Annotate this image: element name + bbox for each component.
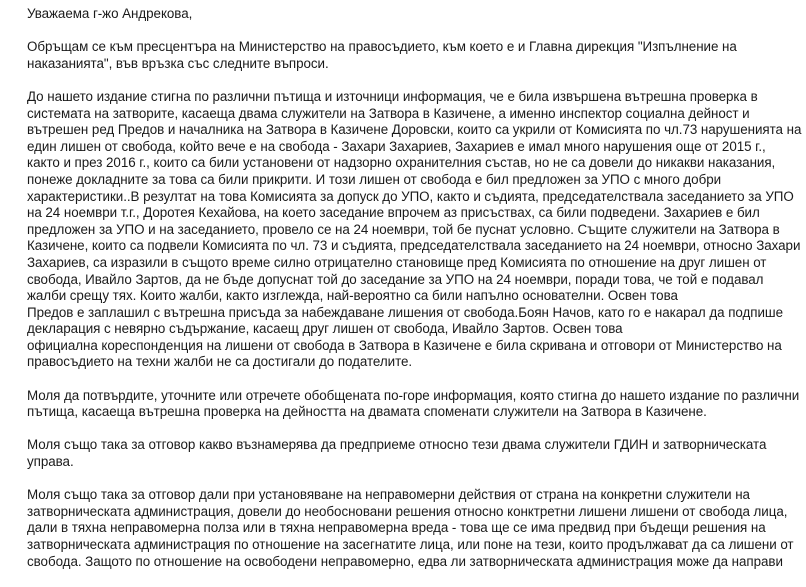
paragraph-request-measures: Моля също така за отговор какво възнамерява да предприеме относно тези двама служители ГДИН и затворническата управа. (27, 437, 767, 470)
paragraph-information-received: До нашето издание стигна по различни пътища и източници информация, че е била извършена вътрешна проверка в системата на затворите, касаеща двама служители на Затвора в Казичене, а именно инспектор социална дейност и вътрешен ред Предов и началника на Затвора в Казичене Доровски, които са укрили от Комисията по чл.73 нарушенията на един лишен от свобода, който вече е на свобода - Захари Захариев, Захариев е имал много нарушения още от 2015 г., както и през 2016 г., които са били установени от надзорно охранителния състав, но не са довели до никакви наказания, понеже докладните за това са били прикрити. И този лишен от свобода е бил предложен за УПО с много добри характеристики..В резултат на това Комисията за допуск до УПО, както и съдията, председателствала заседанието за УПО на 24 ноември т.г., Доротея Кехайова, на което заседание впрочем аз присъствах, са били подведени. Захариев е бил предложен за УПО и на заседанието, провело се на 24 ноември, той бе пуснат условно. Същите служители на Затвора в Казичене, които са подвели Комисията по чл. 73 и съдията, председателствала заседанието на 24 ноември, относно Захари Захариев, са изразили в същото време силно отрицателно становище пред Комисията по отношение на друг лишен от свобода, Ивайло Зартов, да не бъде допуснат той до заседание за УПО на 24 ноември, поради това, че той е подавал жалби срещу тях. Които жалби, както изглежда, най-вероятно са били напълно основателни. Освен това Предов е заплашил с вътрешна присъда за набеждаване лишения от свобода.Боян Начов, като го е накарал да подпише декларация с невярно съдържание, касаещ друг лишен от свобода, Ивайло Зартов. Освен това официална кореспонденция на лишени от свобода в Затвора в Казичене е била скривана и отговори от Министерство на правосъдието на техни жалби не са достигали до подателите. (27, 88, 802, 370)
paragraph-inquiry-intro: Обръщам се към пресцентъра на Министерство на правосъдието, към което е и Главна дирекция "Изпълнение на наказанията", във връзка със следните въпроси. (27, 39, 737, 71)
email-body (27, 6, 805, 587)
paragraph-request-confirmation: Моля да потвърдите, уточните или отречете обобщената по-горе информация, която стигна до нашето издание по различни пътища, касаеща вътрешна проверка на дейността на двамата споменати служители на Затвора в Казичене. (27, 387, 800, 420)
greeting: Уважаема г-жо Андрекова, (27, 6, 193, 21)
paragraph-request-future-decisions: Моля също така за отговор дали при установяване на неправомерни действия от страна на конкретни служители на затворническата администрация, довели до необосновани решения относно конктретни лишени лишени от свобода лица, дали в тяхна неправомерна полза или в тяхна неправомерна вреда - това ще се има предвид при бъдещи решения на затворническата администрация по отношение на засегнатите лица, или поне на тези, които продължават да са лишени от свобода. Защото по отношение на освободени неправомерно, едва ли затворническата администрация може да направи (27, 487, 794, 569)
